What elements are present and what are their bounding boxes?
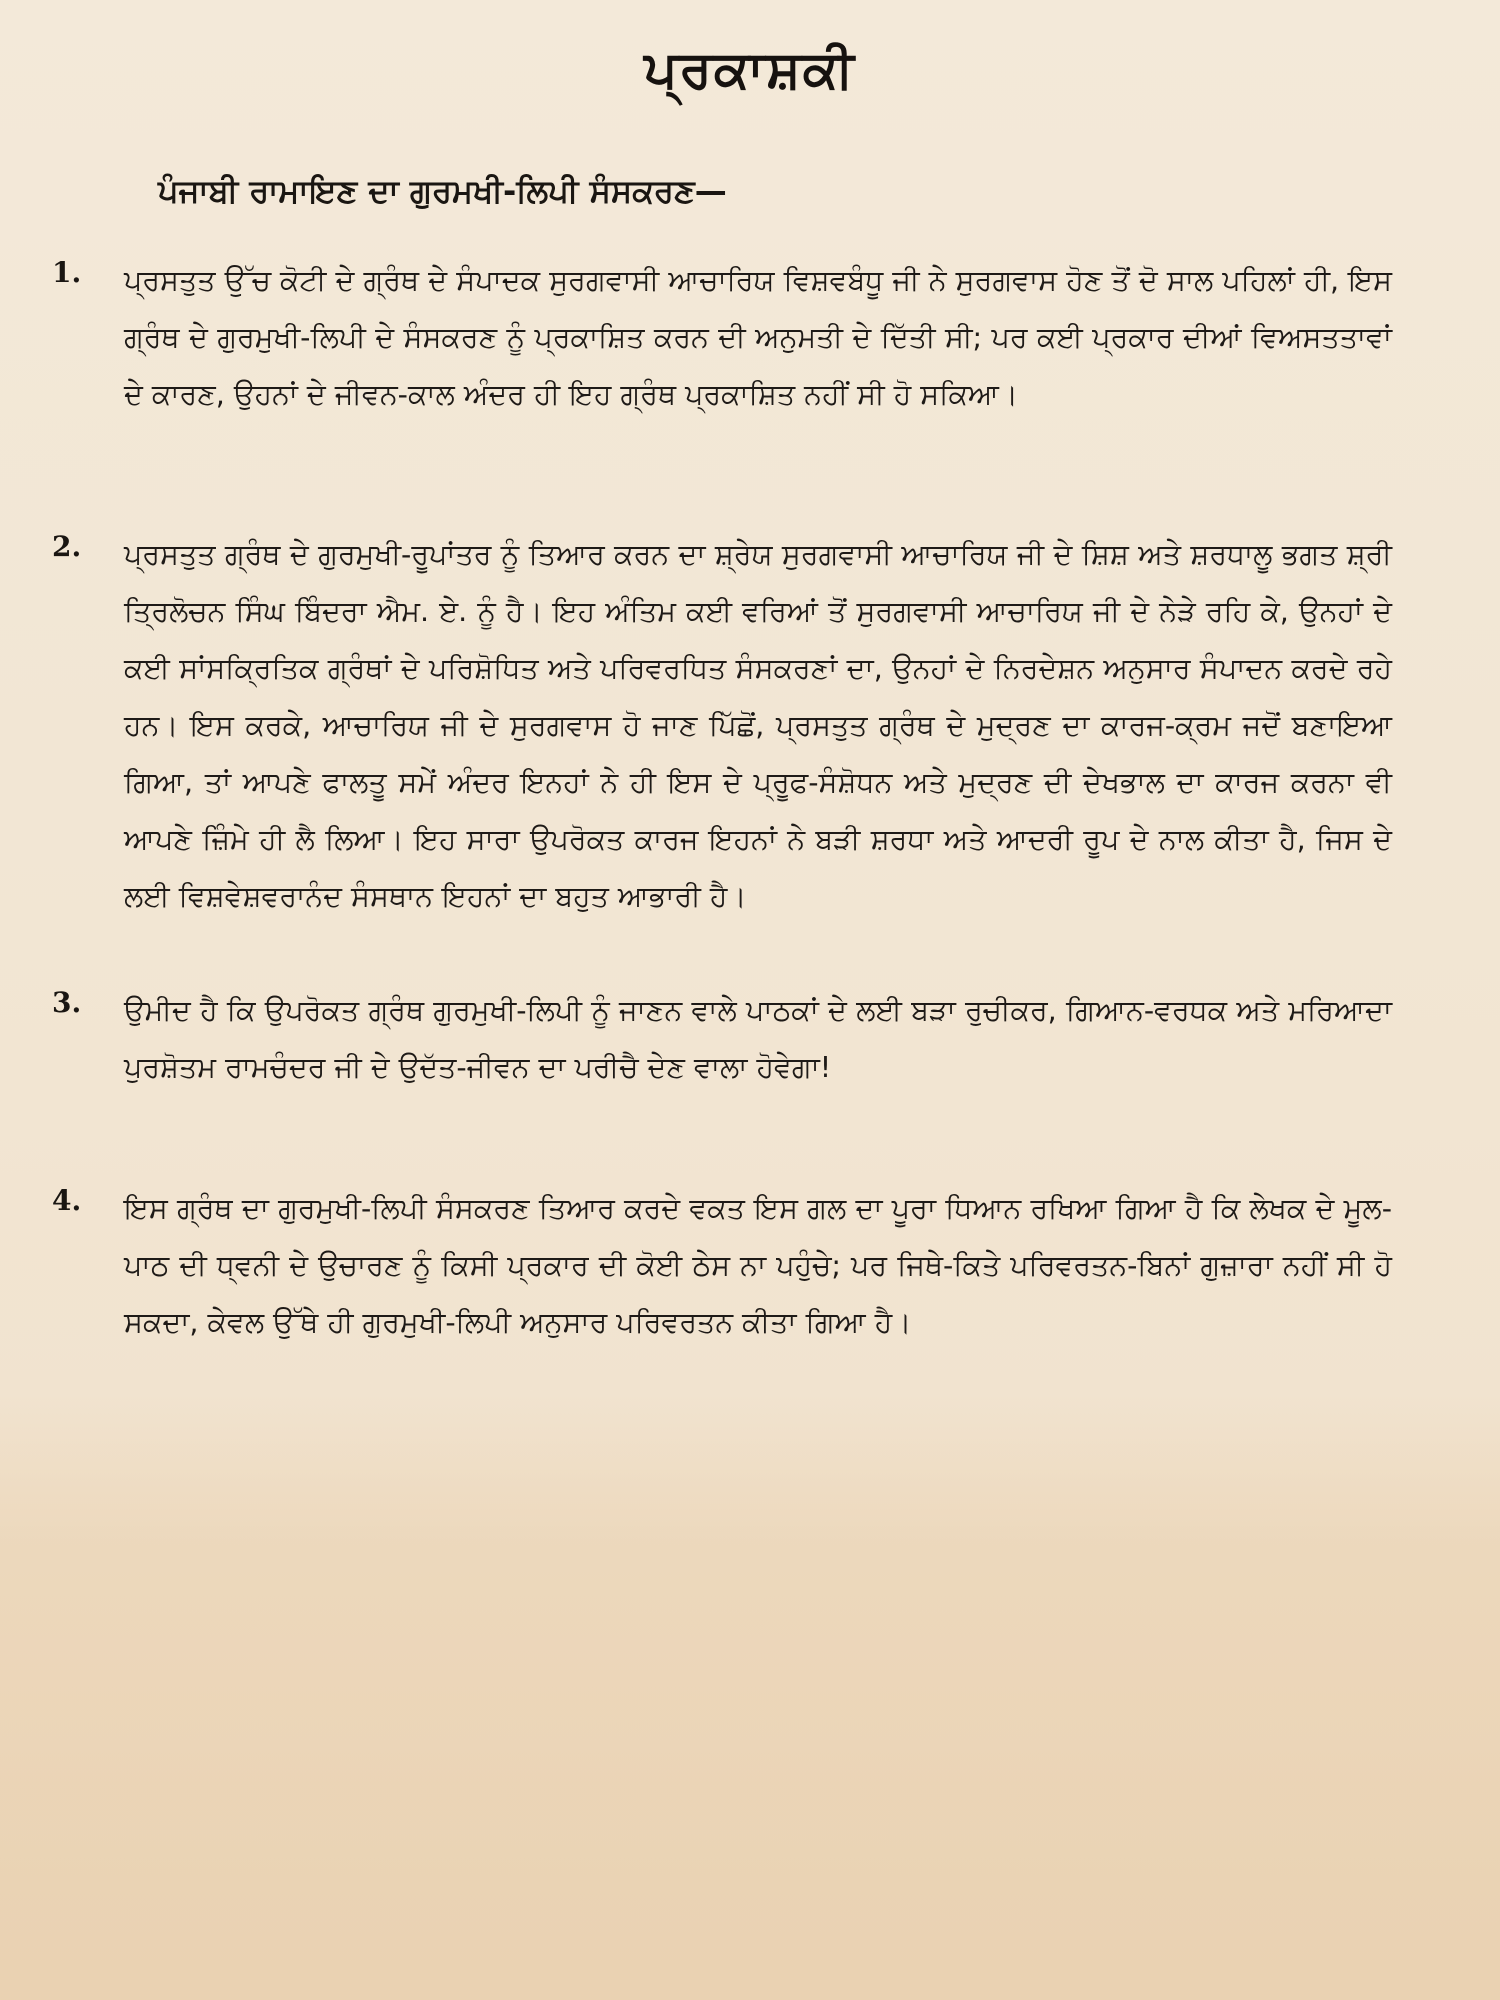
numbered-paragraph-1	[52, 252, 1392, 423]
paper-discoloration	[0, 1395, 1500, 2000]
paragraph-text: ਉਮੀਦ ਹੈ ਕਿ ਉਪਰੋਕਤ ਗ੍ਰੰਥ ਗੁਰਮੁਖੀ-ਲਿਪੀ ਨੂੰ ਜਾਣਨ ਵਾਲੇ ਪਾਠਕਾਂ ਦੇ ਲਈ ਬੜਾ ਰੁਚੀਕਰ, ਗਿਆਨ-ਵਰਧਕ ਅਤੇ ਮਰਿਆਦਾ ਪੁਰਸ਼ੋਤਮ ਰਾਮਚੰਦਰ ਜੀ ਦੇ ਉਦੱਤ-ਜੀਵਨ ਦਾ ਪਰੀਚੈ ਦੇਣ ਵਾਲਾ ਹੋਵੇਗਾ!	[124, 994, 1392, 1084]
paragraph-text: ਪ੍ਰਸਤੁਤ ਉੱਚ ਕੋਟੀ ਦੇ ਗ੍ਰੰਥ ਦੇ ਸੰਪਾਦਕ ਸੁਰਗਵਾਸੀ ਆਚਾਰਿਯ ਵਿਸ਼ਵਬੰਧੂ ਜੀ ਨੇ ਸੁਰਗਵਾਸ ਹੋਣ ਤੋਂ ਦੋ ਸਾਲ ਪਹਿਲਾਂ ਹੀ, ਇਸ ਗ੍ਰੰਥ ਦੇ ਗੁਰਮੁਖੀ-ਲਿਪੀ ਦੇ ਸੰਸਕਰਣ ਨੂੰ ਪ੍ਰਕਾਸ਼ਿਤ ਕਰਨ ਦੀ ਅਨੁਮਤੀ ਦੇ ਦਿੱਤੀ ਸੀ; ਪਰ ਕਈ ਪ੍ਰਕਾਰ ਦੀਆਂ ਵਿਅਸਤਤਾਵਾਂ ਦੇ ਕਾਰਣ, ਉਹਨਾਂ ਦੇ ਜੀਵਨ-ਕਾਲ ਅੰਦਰ ਹੀ ਇਹ ਗ੍ਰੰਥ ਪ੍ਰਕਾਸ਼ਿਤ ਨਹੀਂ ਸੀ ਹੋ ਸਕਿਆ।	[124, 264, 1392, 411]
paragraph-number: 2.	[52, 530, 82, 563]
numbered-paragraph-3	[52, 982, 1392, 1096]
paragraph-number: 3.	[52, 986, 82, 1019]
section-heading: ਪੰਜਾਬੀ ਰਾਮਾਇਣ ਦਾ ਗੁਰਮਖੀ-ਲਿਪੀ ਸੰਸਕਰਣ—	[158, 172, 727, 210]
paragraph-text: ਪ੍ਰਸਤੁਤ ਗ੍ਰੰਥ ਦੇ ਗੁਰਮੁਖੀ-ਰੂਪਾਂਤਰ ਨੂੰ ਤਿਆਰ ਕਰਨ ਦਾ ਸ਼੍ਰੇਯ ਸੁਰਗਵਾਸੀ ਆਚਾਰਿਯ ਜੀ ਦੇ ਸ਼ਿਸ਼ ਅਤੇ ਸ਼ਰਧਾਲੂ ਭਗਤ ਸ਼੍ਰੀ ਤ੍ਰਿਲੋਚਨ ਸਿੰਘ ਬਿੰਦਰਾ ਐਮ. ਏ. ਨੂੰ ਹੈ। ਇਹ ਅੰਤਿਮ ਕਈ ਵਰਿਆਂ ਤੋਂ ਸੁਰਗਵਾਸੀ ਆਚਾਰਿਯ ਜੀ ਦੇ ਨੇੜੇ ਰਹਿ ਕੇ, ਉਨਹਾਂ ਦੇ ਕਈ ਸਾਂਸਕ੍ਰਿਤਿਕ ਗ੍ਰੰਥਾਂ ਦੇ ਪਰਿਸ਼ੋਧਿਤ ਅਤੇ ਪਰਿਵਰਧਿਤ ਸੰਸਕਰਣਾਂ ਦਾ, ਉਨਹਾਂ ਦੇ ਨਿਰਦੇਸ਼ਨ ਅਨੁਸਾਰ ਸੰਪਾਦਨ ਕਰਦੇ ਰਹੇ ਹਨ। ਇਸ ਕਰਕੇ, ਆਚਾਰਿਯ ਜੀ ਦੇ ਸੁਰਗਵਾਸ ਹੋ ਜਾਣ ਪਿੱਛੋਂ, ਪ੍ਰਸਤੁਤ ਗ੍ਰੰਥ ਦੇ ਮੁਦ੍ਰਣ ਦਾ ਕਾਰਜ-ਕ੍ਰਮ ਜਦੋਂ ਬਣਾਇਆ ਗਿਆ, ਤਾਂ ਆਪਣੇ ਫਾਲਤੂ ਸਮੇਂ ਅੰਦਰ ਇਨਹਾਂ ਨੇ ਹੀ ਇਸ ਦੇ ਪ੍ਰੂਫ-ਸੰਸ਼ੋਧਨ ਅਤੇ ਮੁਦ੍ਰਣ ਦੀ ਦੇਖਭਾਲ ਦਾ ਕਾਰਜ ਕਰਨਾ ਵੀ ਆਪਣੇ ਜ਼ਿੰਮੇ ਹੀ ਲੈ ਲਿਆ। ਇਹ ਸਾਰਾ ਉਪਰੋਕਤ ਕਾਰਜ ਇਹਨਾਂ ਨੇ ਬੜੀ ਸ਼ਰਧਾ ਅਤੇ ਆਦਰੀ ਰੂਪ ਦੇ ਨਾਲ ਕੀਤਾ ਹੈ, ਜਿਸ ਦੇ ਲਈ ਵਿਸ਼ਵੇਸ਼ਵਰਾਨੰਦ ਸੰਸਥਾਨ ਇਹਨਾਂ ਦਾ ਬਹੁਤ ਆਭਾਰੀ ਹੈ।	[124, 538, 1392, 913]
paragraph-number: 4.	[52, 1184, 82, 1217]
numbered-paragraph-4	[52, 1180, 1392, 1351]
paragraph-number: 1.	[52, 256, 82, 289]
paragraph-text: ਇਸ ਗ੍ਰੰਥ ਦਾ ਗੁਰਮੁਖੀ-ਲਿਪੀ ਸੰਸਕਰਣ ਤਿਆਰ ਕਰਦੇ ਵਕਤ ਇਸ ਗਲ ਦਾ ਪੂਰਾ ਧਿਆਨ ਰਖਿਆ ਗਿਆ ਹੈ ਕਿ ਲੇਖਕ ਦੇ ਮੂਲ-ਪਾਠ ਦੀ ਧ੍ਵਨੀ ਦੇ ਉਚਾਰਣ ਨੂੰ ਕਿਸੀ ਪ੍ਰਕਾਰ ਦੀ ਕੋਈ ਠੇਸ ਨਾ ਪਹੁੰਚੇ; ਪਰ ਜਿਥੇ-ਕਿਤੇ ਪਰਿਵਰਤਨ-ਬਿਨਾਂ ਗੁਜ਼ਾਰਾ ਨਹੀਂ ਸੀ ਹੋ ਸਕਦਾ, ਕੇਵਲ ਉੱਥੇ ਹੀ ਗੁਰਮੁਖੀ-ਲਿਪੀ ਅਨੁਸਾਰ ਪਰਿਵਰਤਨ ਕੀਤਾ ਗਿਆ ਹੈ।	[124, 1192, 1392, 1339]
numbered-paragraph-2	[52, 526, 1392, 925]
page-title: ਪ੍ਰਕਾਸ਼ਕੀ	[644, 40, 856, 100]
